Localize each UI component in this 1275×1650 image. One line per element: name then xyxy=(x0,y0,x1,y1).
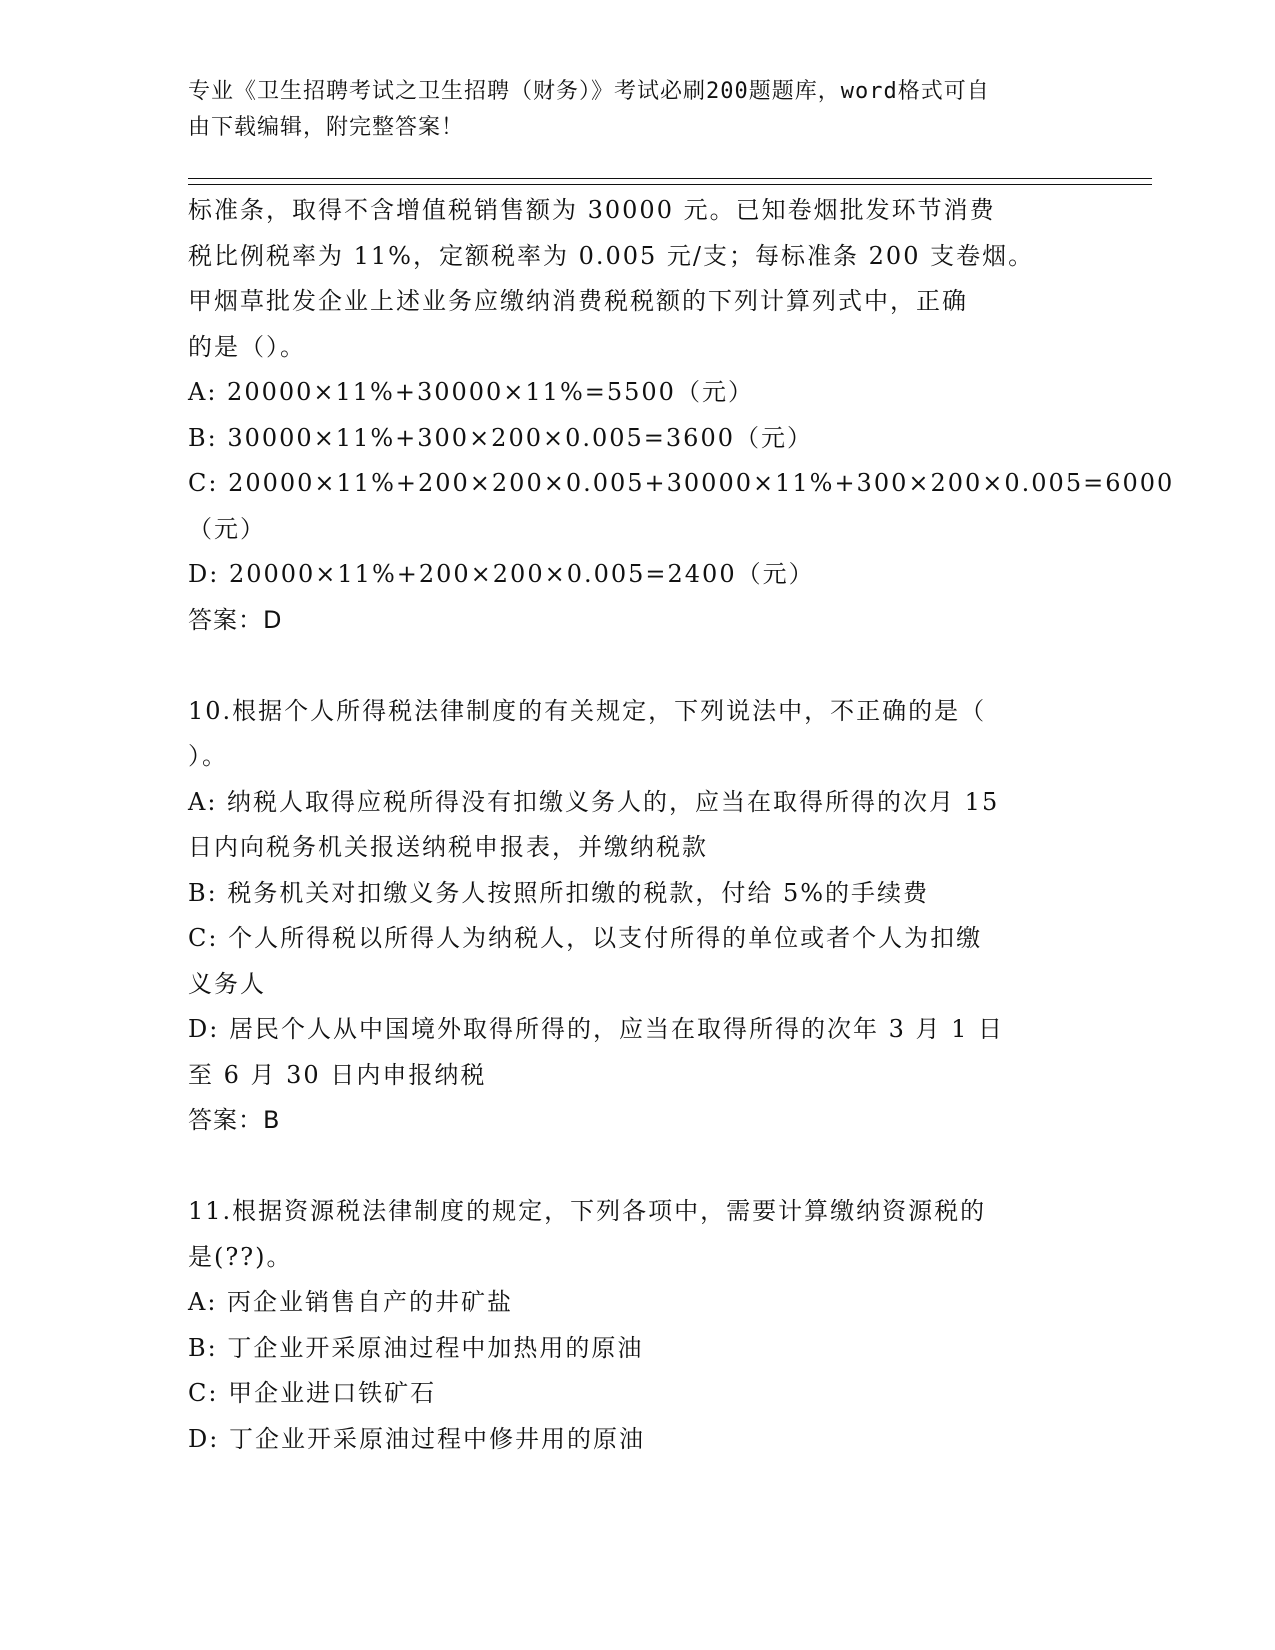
option-d: D: 丁企业开采原油过程中修井用的原油 xyxy=(188,1424,645,1453)
question-stem-line: 标准条，取得不含增值税销售额为 30000 元。已知卷烟批发环节消费 xyxy=(188,196,996,224)
question-stem-line: 甲烟草批发企业上述业务应缴纳消费税税额的下列计算列式中，正确 xyxy=(188,287,968,315)
option-d-continued: 至 6 月 30 日内申报纳税 xyxy=(188,1060,487,1089)
option-a: A: 20000×11%+30000×11%=5500（元） xyxy=(188,378,754,406)
option-c: C: 甲企业进口铁矿石 xyxy=(188,1379,437,1407)
header-line-2: 由下载编辑，附完整答案！ xyxy=(188,115,465,140)
answer-label: 答案：D xyxy=(188,605,283,634)
option-c: C: 20000×11%+200×200×0.005+30000×11%+300×200×0.005=6000 xyxy=(188,469,1175,497)
option-a: A: 丙企业销售自产的井矿盐 xyxy=(188,1288,514,1316)
question-11 xyxy=(188,1189,1088,1462)
question-spacer xyxy=(188,1144,1088,1190)
option-c-continued: 义务人 xyxy=(188,969,266,998)
header-line-1: 专业《卫生招聘考试之卫生招聘（财务）》考试必刷200题题库，word格式可自 xyxy=(188,79,990,104)
option-c: C: 个人所得税以所得人为纳税人，以支付所得的单位或者个人为扣缴 xyxy=(188,924,983,952)
question-stem-line: 10.根据个人所得税法律制度的有关规定，下列说法中，不正确的是（ xyxy=(188,696,987,725)
question-spacer xyxy=(188,643,1088,689)
question-stem-line: ）。 xyxy=(188,742,228,770)
header-divider-top xyxy=(188,178,1152,179)
option-d: D: 20000×11%+200×200×0.005=2400（元） xyxy=(188,560,815,588)
question-10 xyxy=(188,689,1088,1144)
option-a-continued: 日内向税务机关报送纳税申报表，并缴纳税款 xyxy=(188,833,708,861)
answer-label: 答案：B xyxy=(188,1106,281,1134)
question-stem-line: 是(??)。 xyxy=(188,1242,293,1271)
option-d: D: 居民个人从中国境外取得所得的，应当在取得所得的次年 3 月 1 日 xyxy=(188,1015,1005,1043)
question-stem-line: 的是（）。 xyxy=(188,332,306,361)
option-b: B: 税务机关对扣缴义务人按照所扣缴的税款，付给 5%的手续费 xyxy=(188,878,930,907)
option-a: A: 纳税人取得应税所得没有扣缴义务人的，应当在取得所得的次月 15 xyxy=(188,787,1000,816)
page-header xyxy=(188,74,1068,146)
option-b: B: 丁企业开采原油过程中加热用的原油 xyxy=(188,1333,644,1362)
question-9-continued xyxy=(188,188,1175,643)
question-stem-line: 税比例税率为 11%，定额税率为 0.005 元/支；每标准条 200 支卷烟。 xyxy=(188,241,1035,270)
document-body xyxy=(188,188,1175,1462)
option-b: B: 30000×11%+300×200×0.005=3600（元） xyxy=(188,423,813,452)
header-divider-bottom xyxy=(188,184,1152,185)
question-stem-line: 11.根据资源税法律制度的规定，下列各项中，需要计算缴纳资源税的 xyxy=(188,1197,987,1225)
option-c-continued: （元） xyxy=(188,514,266,543)
